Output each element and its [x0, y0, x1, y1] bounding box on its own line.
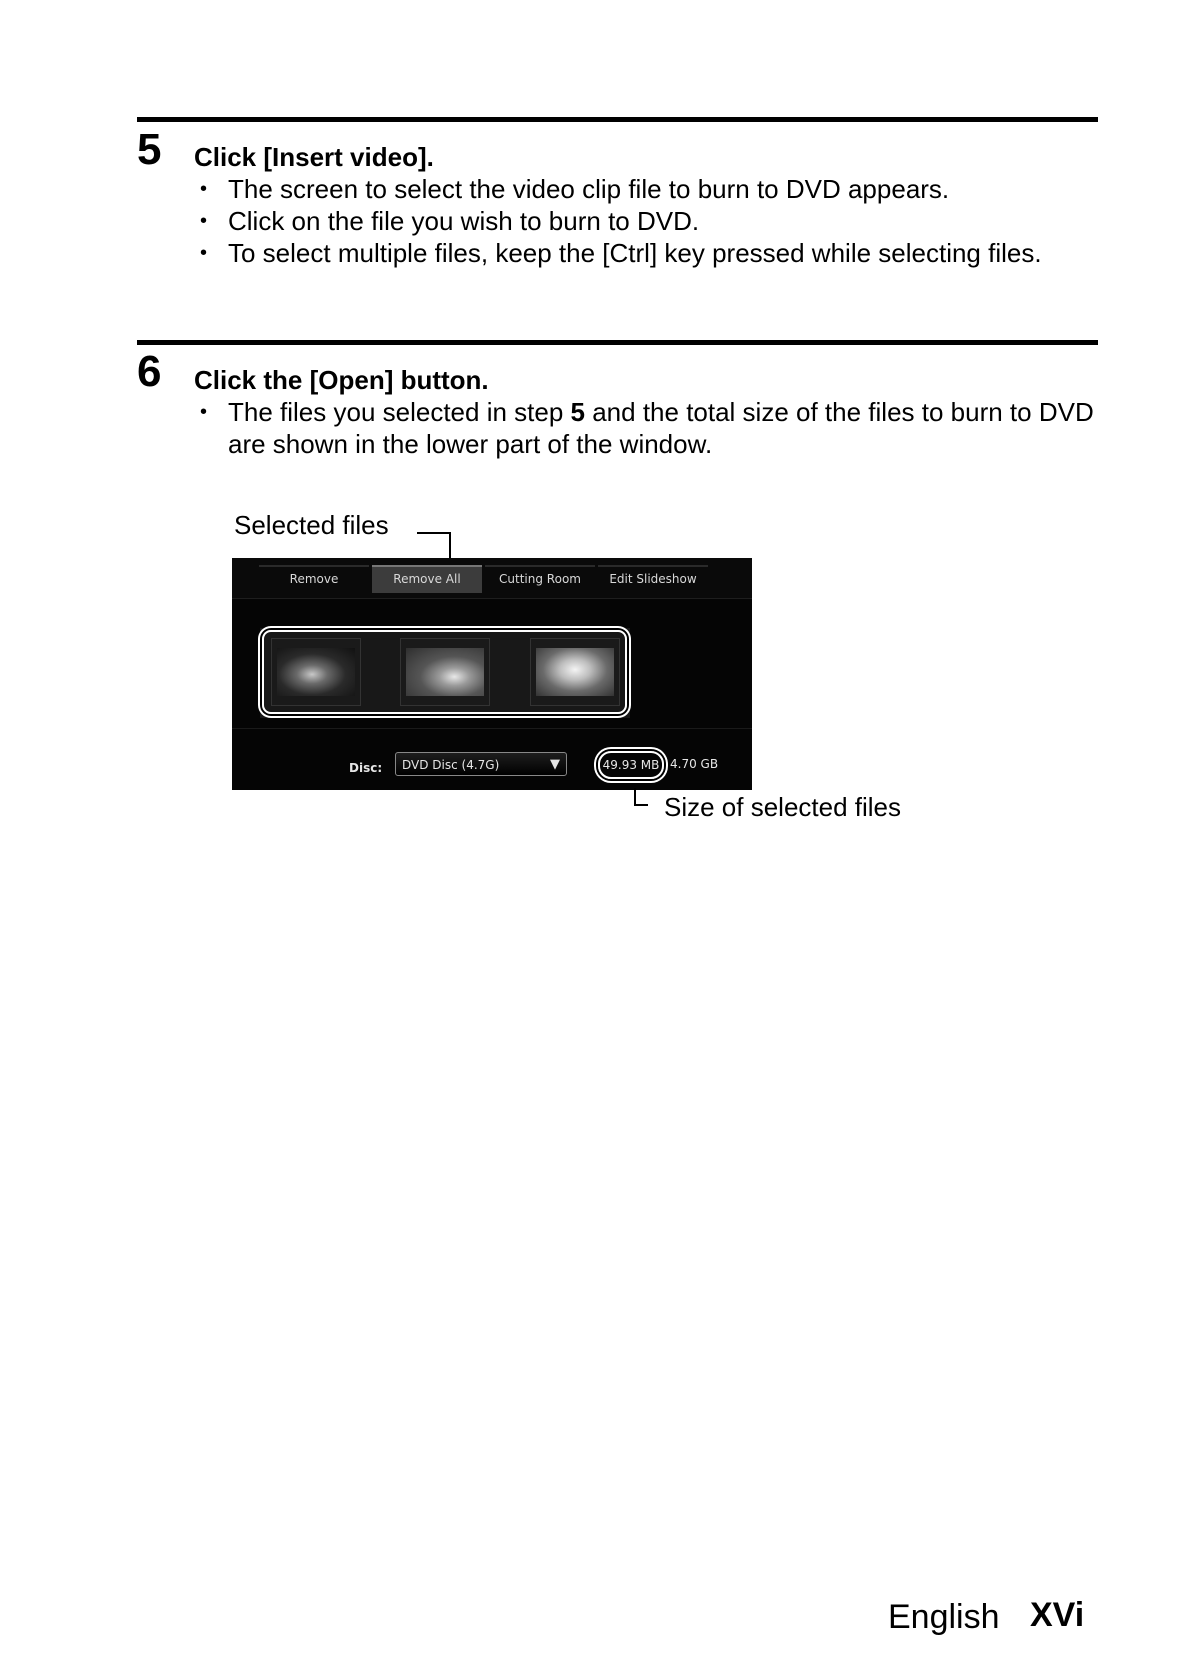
total-size-value: 4.70 GB — [670, 757, 719, 771]
step-number-6: 6 — [137, 347, 162, 396]
edit-slideshow-button[interactable]: Edit Slideshow — [598, 565, 708, 593]
callout-selected-files: Selected files — [234, 510, 389, 540]
footer-page-number: XVi — [1030, 1596, 1085, 1634]
callout-line — [634, 804, 648, 806]
step-5-bullet: • To select multiple files, keep the [Ctrl] key pressed while selecting files. — [194, 237, 1078, 269]
selected-size-value: 49.93 MB — [598, 751, 664, 779]
step-5-bullet: • The screen to select the video clip file to burn to DVD appears. — [194, 173, 1094, 205]
step-5-bullet: • Click on the file you wish to burn to DVD. — [194, 205, 1094, 237]
disc-select-value: DVD Disc (4.7G) — [402, 758, 500, 772]
step-number-5: 5 — [137, 125, 162, 174]
callout-line — [417, 532, 451, 534]
step-title-5: Click [Insert video]. — [194, 142, 434, 172]
step-6-bullets — [194, 396, 1094, 460]
remove-button[interactable]: Remove — [259, 565, 369, 593]
dropdown-arrow-icon: ▼ — [550, 757, 560, 772]
footer-language: English — [888, 1598, 1000, 1636]
toolbar — [232, 558, 752, 599]
selected-files-highlight — [262, 630, 627, 714]
section-rule-middle — [137, 340, 1098, 345]
step-5-bullets — [194, 173, 1094, 269]
step-title-6: Click the [Open] button. — [194, 365, 489, 395]
section-rule-top — [137, 117, 1098, 122]
screenshot-figure — [232, 558, 752, 790]
disc-select[interactable] — [395, 752, 567, 776]
step-6-bullet: • The files you selected in step 5 and the total size of the files to burn to DVD are shown in the lower part of the window. — [194, 396, 1094, 460]
callout-size-of-selected-files: Size of selected files — [664, 792, 902, 822]
remove-all-button[interactable]: Remove All — [372, 565, 482, 593]
disc-label: Disc: — [349, 761, 383, 775]
cutting-room-button[interactable]: Cutting Room — [485, 565, 595, 593]
